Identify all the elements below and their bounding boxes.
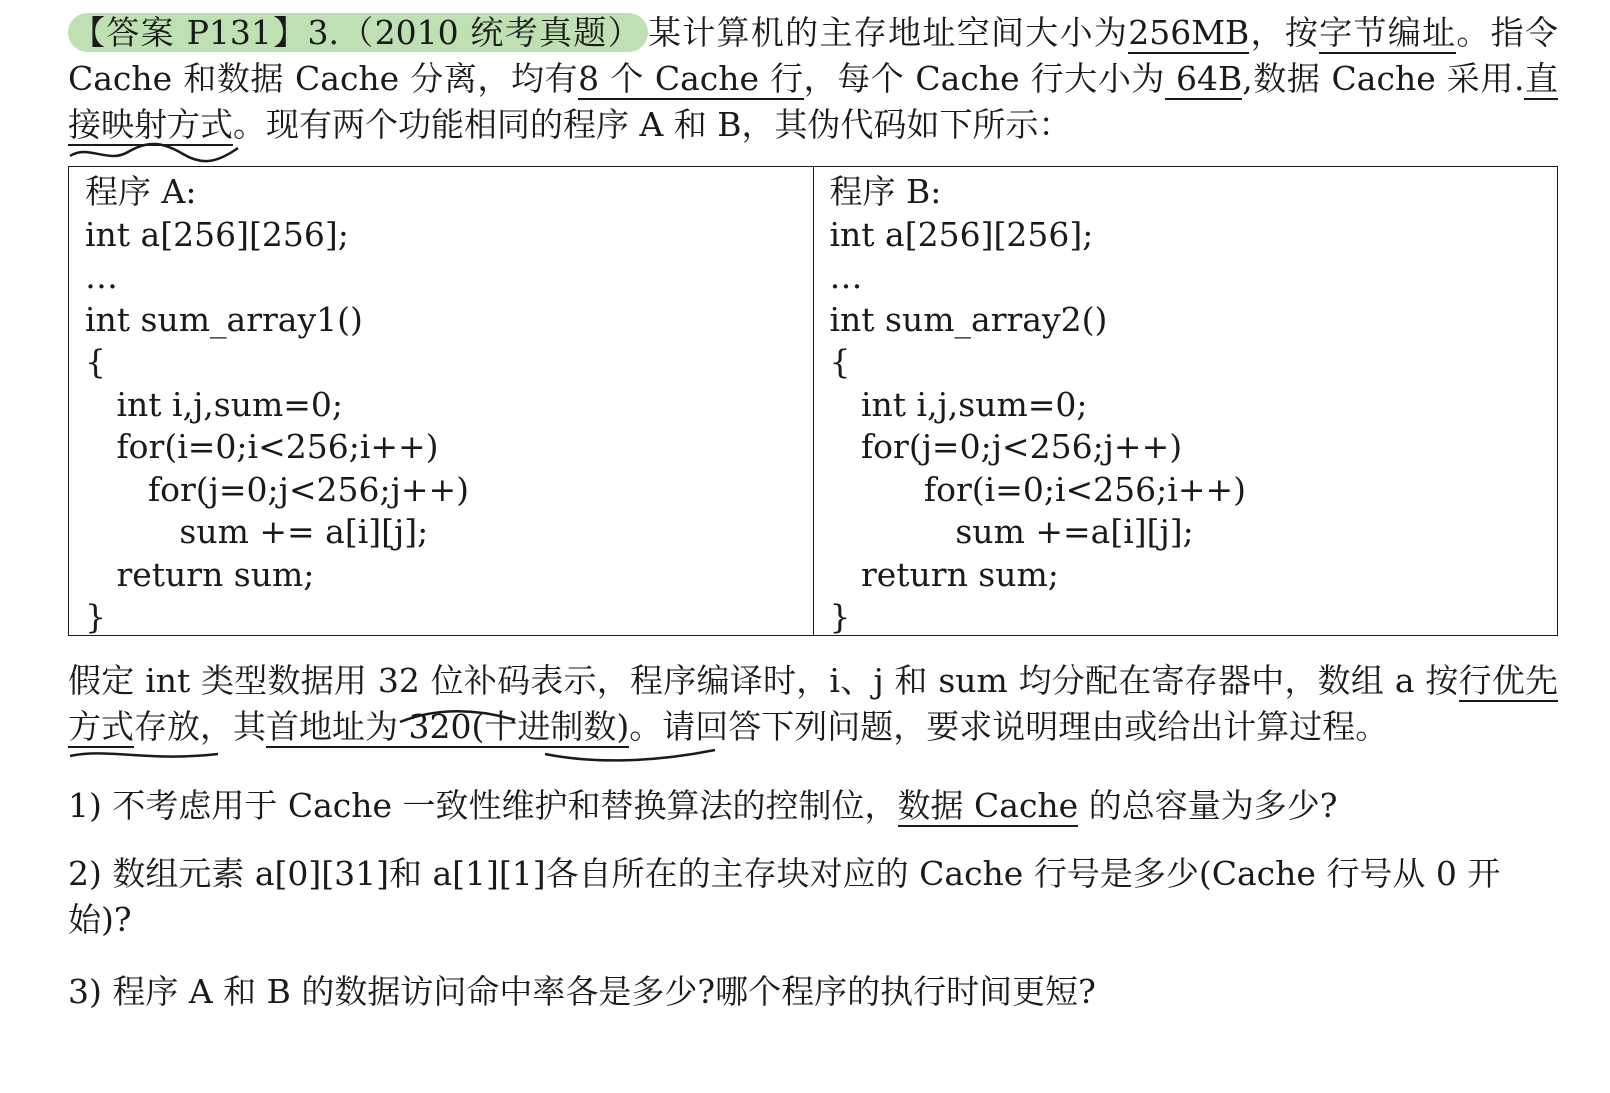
question-1-suffix: 的总容量为多少?	[1078, 786, 1338, 825]
document-page	[68, 10, 1558, 1015]
program-a-line: }	[85, 597, 106, 636]
assumption-paragraph	[68, 658, 1558, 750]
intro-text-6: 。现有两个功能相同的程序 A 和 B，其伪代码如下所示：	[233, 105, 1072, 144]
program-a-line: {	[85, 342, 106, 381]
program-b-line: sum +=a[i][j];	[829, 512, 1194, 551]
first-addr-underlined: 首地址为 320(十进制数)	[266, 707, 630, 746]
program-b-line: 程序 B:	[829, 172, 942, 211]
program-a-line: …	[85, 257, 118, 296]
program-b-line: int i,j,sum=0;	[829, 384, 1088, 424]
program-b-line: {	[829, 342, 851, 381]
program-a-line: 程序 A:	[85, 172, 197, 211]
program-b-column	[813, 167, 1558, 635]
program-b-line: for(i=0;i<256;i++)	[829, 469, 1246, 509]
program-a-column	[69, 167, 813, 635]
line-size-underlined: 64B	[1164, 59, 1243, 98]
program-a-line: return sum;	[85, 554, 315, 594]
assumption-text-3: 。请回答下列问题，要求说明理由或给出计算过程。	[629, 707, 1389, 746]
program-b-line: for(j=0;j<256;j++)	[829, 427, 1183, 466]
assumption-text-2: 存放，其	[134, 707, 266, 746]
question-2: 2) 数组元素 a[0][31]和 a[1][1]各自所在的主存块对应的 Cache 行号是多少(Cache 行号从 0 开始)?	[68, 854, 1501, 939]
addr-mode-underlined: 字节编址	[1319, 13, 1457, 52]
program-a-line: for(j=0;j<256;j++)	[85, 469, 470, 509]
intro-text-1: 某计算机的主存地址空间大小为	[647, 13, 1129, 52]
lines-count-underlined: 8 个 Cache 行	[578, 59, 804, 98]
question-3: 3) 程序 A 和 B 的数据访问命中率各是多少?哪个程序的执行时间更短?	[68, 972, 1096, 1011]
program-b-line: …	[829, 257, 863, 296]
program-a-line: int a[256][256];	[85, 214, 349, 254]
intro-text-2: ，按	[1249, 13, 1320, 52]
code-comparison-table	[68, 166, 1558, 636]
program-a-line: for(i=0;i<256;i++)	[85, 427, 439, 466]
program-b-line: int a[256][256];	[829, 214, 1094, 254]
question-1-prefix: 1) 不考虑用于 Cache 一致性维护和替换算法的控制位，	[68, 786, 898, 825]
answer-tag-highlight: 【答案 P131】3.（2010 统考真题）	[68, 13, 648, 52]
program-b-line: return sum;	[829, 554, 1059, 594]
row-major-underlined: 行优先方式	[68, 661, 1559, 746]
assumption-text-1: 假定 int 类型数据用 32 位补码表示，程序编译时，i、j 和 sum 均分配在寄存器中，数组 a 按	[68, 661, 1459, 700]
program-a-line: int sum_array1()	[85, 299, 363, 339]
intro-text-3: 。指令 Cache 和数据 Cache 分离，均有	[68, 13, 1559, 98]
program-b-line: }	[829, 597, 851, 636]
intro-text-4: ，每个 Cache 行大小为	[803, 59, 1165, 98]
problem-intro	[68, 10, 1558, 148]
mem-size-underlined: 256MB	[1128, 13, 1250, 52]
program-b-line: int sum_array2()	[829, 299, 1108, 339]
mapping-underlined: 直接映射方式	[68, 59, 1559, 144]
program-a-line: sum += a[i][j];	[85, 512, 429, 551]
question-1	[68, 783, 1558, 829]
question-1-focus-underlined: 数据 Cache	[897, 786, 1079, 825]
intro-text-5: ,数据 Cache 采用.	[1242, 59, 1525, 98]
program-a-line: int i,j,sum=0;	[85, 384, 344, 424]
